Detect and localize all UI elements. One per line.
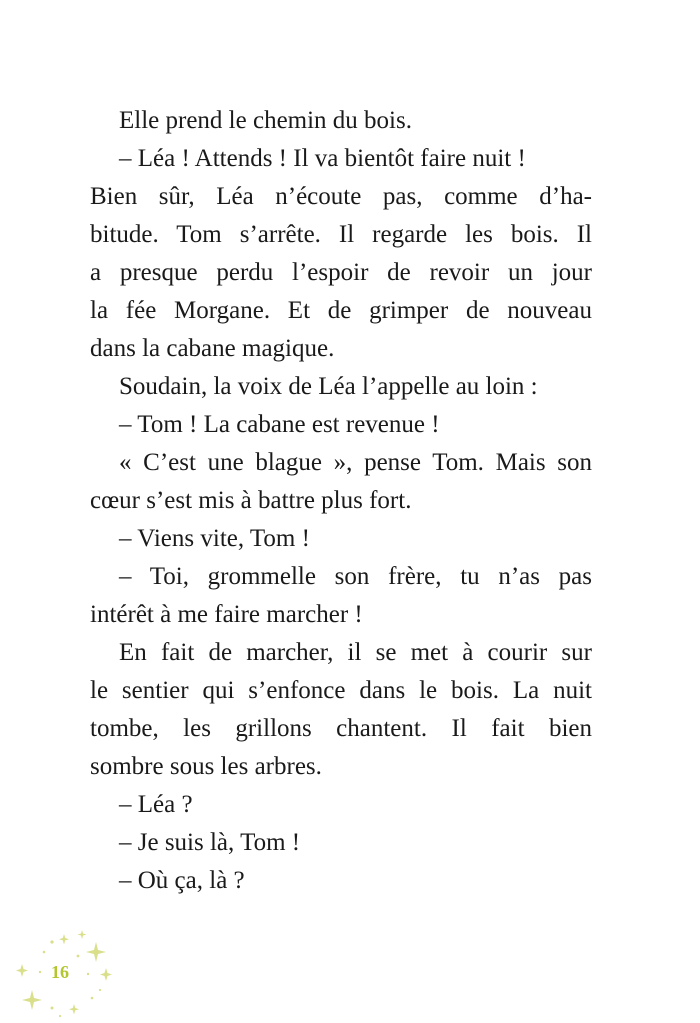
text-line: dans la cabane magique. bbox=[90, 335, 335, 362]
text-line: « C’est une blague », pense Tom. Mais son bbox=[119, 449, 592, 476]
text-line: le sentier qui s’enfonce dans le bois. La nuit bbox=[90, 677, 592, 704]
sparkles-icon bbox=[14, 928, 124, 1023]
text-line: tombe, les grillons chantent. Il fait bien bbox=[90, 715, 592, 742]
page-number: 16 bbox=[51, 962, 69, 982]
text-line: sombre sous les arbres. bbox=[90, 753, 322, 780]
text-line: Soudain, la voix de Léa l’appelle au loin : bbox=[119, 373, 538, 400]
text-line: – Tom ! La cabane est revenue ! bbox=[119, 411, 440, 438]
page-text bbox=[90, 102, 592, 900]
text-line: – Viens vite, Tom ! bbox=[119, 525, 310, 552]
text-line: a presque perdu l’espoir de revoir un jour bbox=[90, 259, 592, 286]
text-line: bitude. Tom s’arrête. Il regarde les bois. Il bbox=[90, 221, 592, 248]
text-line: Elle prend le chemin du bois. bbox=[119, 107, 412, 134]
text-line: – Où ça, là ? bbox=[119, 867, 245, 894]
text-line: – Léa ! Attends ! Il va bientôt faire nuit ! bbox=[119, 145, 526, 172]
text-line: En fait de marcher, il se met à courir sur bbox=[119, 639, 592, 666]
text-line: – Je suis là, Tom ! bbox=[119, 829, 301, 856]
text-line: Bien sûr, Léa n’écoute pas, comme d’ha- bbox=[90, 183, 592, 210]
text-line: intérêt à me faire marcher ! bbox=[90, 601, 363, 628]
text-line: la fée Morgane. Et de grimper de nouveau bbox=[90, 297, 592, 324]
text-line: – Toi, grommelle son frère, tu n’as pas bbox=[119, 563, 592, 590]
text-line: cœur s’est mis à battre plus fort. bbox=[90, 487, 412, 514]
text-line: – Léa ? bbox=[119, 791, 193, 818]
